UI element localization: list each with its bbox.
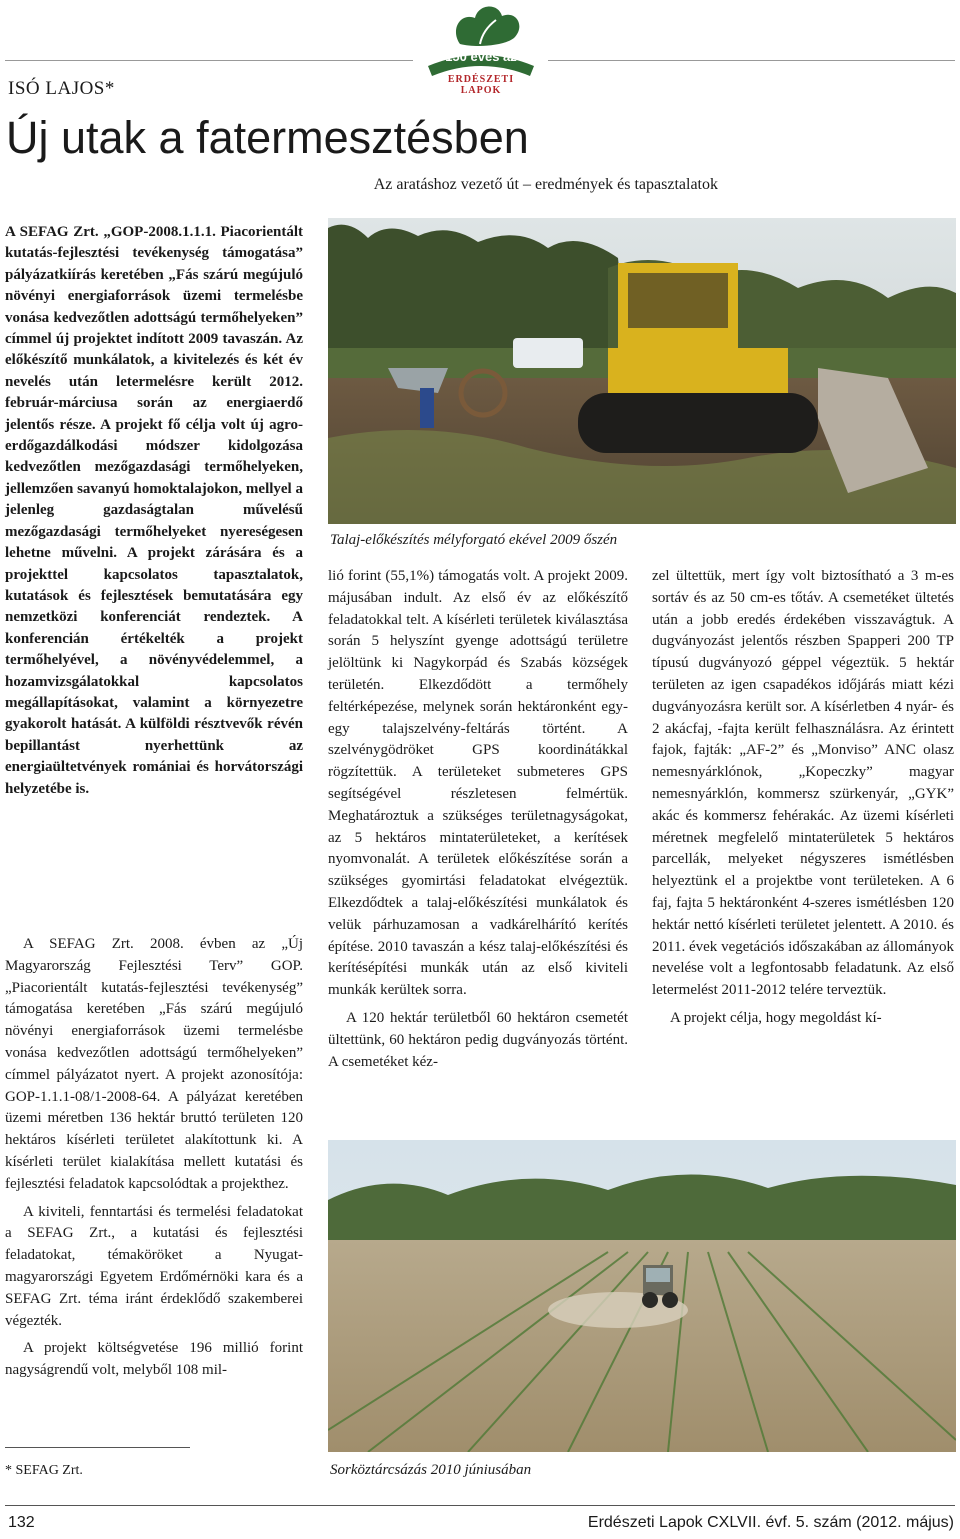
page-number: 132: [8, 1514, 35, 1531]
photo1-caption: Talaj-előkészítés mélyforgató ekével 2009 őszén: [330, 532, 618, 548]
bulldozer-photo-image: [328, 218, 956, 524]
author-name: ISÓ LAJOS*: [8, 78, 115, 99]
column-1: [5, 934, 303, 1388]
footer-rule: [5, 1505, 955, 1506]
col3-paragraph-1: zel ültettük, mert így volt biztosítható a 3 m-es sortáv és az 50 cm-es tőtáv. A csemetéket ültetés után a jobb eredés érdekében visszavágtuk. A dugványozást jelentős részben Spapperi 200 TP típusú dugványozó géppel végeztük. 5 hektár területen az igen csapadékos időjárás miatt kézi dugványozásra került sor. A kísérletben 4 nyár- és 2 akácfaj, -fajta került felhasználásra. Az érintett fajok, fajták: „AF-2” és „Monviso” ANC olasz nemesnyárklónok, „Kopeczky” magyar nemesnyárklón, kommersz szürkenyár, „GYK” akác és kommersz fehérakác. Az üzemi kísérleti méretnek megfelelő mintaterületek 5 hektáros parcellák, melyeket négyszeres ismétlésben helyeztünk el a projektbe vont területeken. A 6 faj, fajta 5 hektáronként 4-szeres ismétlésben 120 hektár nettó kísérleti területet jelentett. A 2010. és 2011. évek vegetációs időszakában az állományok nevelése volt a legfontosabb feladatunk. Az első letermelést 2011-2012 telére terveztük.: [652, 568, 954, 999]
article-subtitle: Az aratáshoz vezető út – eredmények és tapasztalatok: [373, 176, 718, 193]
photo2-caption: Sorköztárcsázás 2010 júniusában: [330, 1462, 532, 1478]
journal-reference: Erdészeti Lapok CXLVII. évf. 5. szám (2012. május): [587, 1514, 954, 1531]
logo-name-line1: ERDÉSZETI: [447, 74, 515, 85]
col1-paragraph-2: A kiviteli, fenntartási és termelési feladatokat a SEFAG Zrt., a kutatási és fejlesztési feladatokat, témaköröket a Nyugat-magyarországi Egyetem Erdőmérnöki kara és a SEFAG Zrt. téma iránt érdeklődő szakemberei végezték.: [5, 1203, 303, 1329]
header-rule-right: [548, 60, 955, 61]
column-3: [652, 566, 954, 1036]
col3-paragraph-2: A projekt célja, hogy megoldást kí-: [670, 1009, 882, 1026]
footnote: * SEFAG Zrt.: [5, 1463, 83, 1478]
logo-name-line2: LAPOK: [460, 85, 502, 96]
col2-paragraph-2: A 120 hektár területből 60 hektáron csemetét ültettünk, 60 hektáron pedig dugványozás történt. A csemetéket kéz-: [328, 1009, 628, 1070]
journal-logo: [420, 0, 542, 100]
header-rule-left: [5, 60, 413, 61]
article-title: Új utak a fatermesztésben: [6, 112, 529, 163]
lead-paragraph: A SEFAG Zrt. „GOP-2008.1.1.1. Piacorientált kutatás-fejlesztési tevékenység támogatása” pályázatkiírás keretében „Fás szárú megújuló növényi energiaforrások üzemi termelésbe vonása kedvezőtlen adottságú termőhelyeken” címmel új projektet indított 2009 tavaszán. Az előkészítő munkálatok, a kivitelezés és két év nevelés után letermelésre került 2012. február-márciusa során az energiaerdő jelentős része. A projekt fő célja volt új agro-erdőgazdálkodási módszer kidolgozása kedvezőtlen mezőgazdasági termőhelyeken, jellemzően savanyú homoktalajokon, mellyel a jelenleg gazdaságtalan művelésű mezőgazdasági termőhelyeket nyereségesen lehetne művelni. A projekt zárására és a projekttel kapcsolatos tapasztalatok, kutatások és fejlesztések bemutatására egy nemzetközi konferenciát rendeztek. A konferencián értékelték a projekt termőhelyével, a növényvédelemmel, a hozamvizsgálatokkal kapcsolatos megállapításokat, valamint a környezetre gyakorolt hatását. A külföldi résztvevők révén bepillantást nyerhettünk az energiaültetvények romániai és horvátországi helyzetébe is.: [5, 224, 303, 797]
col1-paragraph-1: A SEFAG Zrt. 2008. évben az „Új Magyarország Fejlesztési Terv” GOP. „Piacorientált kutatás-fejlesztési tevékenység” támogatása keretében „Fás szárú megújuló növényi energiaforrások üzemi termelésbe vonása kedvezőtlen adottságú termőhelyeken” címmel pályázatot nyert. A projekt azonosítója: GOP-1.1.1-08/1-2008-64. A pályázat keretében üzemi méretben 136 hektár bruttó területen 120 hektáros kísérleti területet alakítottunk ki. A kísérleti terület kialakítása mellett kutatási és fejlesztési feladatok kapcsolódtak a projekthez.: [5, 936, 303, 1192]
photo-bulldozer: [328, 218, 956, 524]
column-2: [328, 566, 628, 1079]
col2-paragraph-1: lió forint (55,1%) támogatás volt. A projekt 2009. májusában indult. Az első év az előkészítő feladatokkal telt. A kísérleti területek kiválasztása során 5 helyszínt gyenge adottságú területre jelöltünk ki Nagykorpád és Szabás községek területén. Elkezdődött a termőhely feltérképezése, melynek során hektáronként egy-egy talajszelvény-feltárás történt. A szelvénygödröket GPS koordinátákkal rögzítettük. A területeket submeteres GPS segítségével részletesen felmértük. Meghatároztuk a szükséges területnagyságokat, az 5 hektáros mintaterületeket, a kerítések nyomvonalát. A területek előkészítése során a szükséges gyomirtási feladatokat elvégeztük. Elkezdődtek a talaj-előkészítési munkálatok és velük párhuzamosan a vadkárelhárító kerítés építése. 2010 tavaszán a kész talaj-előkészítési és kerítésépítési munkák után az első kiviteli munkák kerültek sorra.: [328, 568, 628, 999]
logo-banner-text: 150 éves az: [445, 49, 517, 64]
harrowing-photo-image: [328, 1140, 956, 1452]
footnote-rule: [5, 1447, 190, 1448]
photo-disc-harrowing: [328, 1140, 956, 1452]
col1-paragraph-3: A projekt költségvetése 196 millió forint nagyságrendű volt, melyből 108 mil-: [5, 1340, 303, 1379]
